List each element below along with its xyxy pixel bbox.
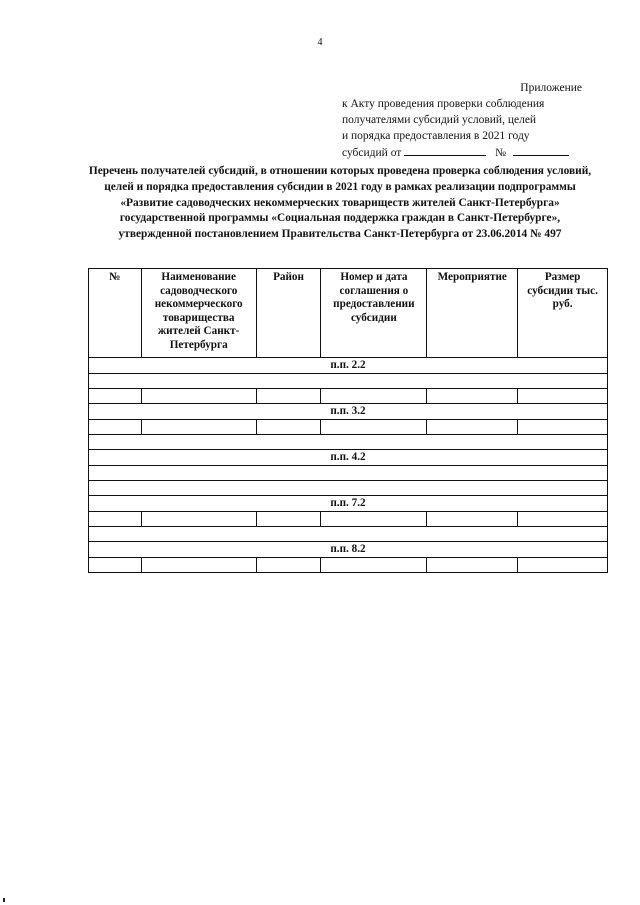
section-label: п.п. 8.2 [89, 542, 608, 558]
number-blank-field [513, 144, 569, 156]
section-label: п.п. 3.2 [89, 404, 608, 420]
number-sign: № [495, 147, 507, 159]
table-row [89, 435, 608, 450]
table-header-row [89, 269, 608, 358]
table-row [89, 374, 608, 389]
table-cell [89, 481, 608, 496]
appendix-line-2: получателями субсидий условий, целей [342, 114, 537, 126]
table-cell [89, 512, 142, 527]
section-label: п.п. 4.2 [89, 450, 608, 466]
appendix-heading: Приложение [520, 82, 582, 94]
table-cell [89, 466, 608, 481]
table-cell [518, 512, 608, 527]
section-row [89, 450, 608, 466]
section-label: п.п. 2.2 [89, 358, 608, 374]
table-row [89, 512, 608, 527]
table-cell [518, 558, 608, 573]
column-header-district: Район [256, 269, 321, 358]
table-row [89, 466, 608, 481]
column-header-name: Наименование садоводческого некоммерческого товарищества жителей Санкт-Петербурга [141, 269, 256, 358]
appendix-line-1: к Акту проведения проверки соблюдения [342, 98, 545, 110]
section-row [89, 542, 608, 558]
table-cell [141, 420, 256, 435]
appendix-date-label: субсидий от [342, 147, 402, 159]
table-cell [141, 558, 256, 573]
table-cell [427, 512, 518, 527]
table-row [89, 481, 608, 496]
table-cell [89, 527, 608, 542]
table-cell [256, 512, 321, 527]
table-cell [427, 389, 518, 404]
appendix-block [342, 80, 582, 161]
table-cell [321, 420, 427, 435]
section-row [89, 404, 608, 420]
table-cell [256, 389, 321, 404]
table-cell [427, 420, 518, 435]
appendix-line-3: и порядка предоставления в 2021 году [342, 130, 530, 142]
column-header-agreement: Номер и дата соглашения о предоставлении субсидии [321, 269, 427, 358]
column-header-number: № [89, 269, 142, 358]
table-cell [256, 420, 321, 435]
scan-margin-mark [3, 898, 5, 902]
table-cell [321, 512, 427, 527]
table-cell [321, 389, 427, 404]
table-row [89, 389, 608, 404]
date-blank-field [404, 144, 486, 156]
section-label: п.п. 7.2 [89, 496, 608, 512]
table-cell [141, 512, 256, 527]
table-cell [89, 374, 608, 389]
table-cell [518, 389, 608, 404]
appendix-line-4 [342, 144, 582, 161]
table-cell [321, 558, 427, 573]
table-row [89, 527, 608, 542]
document-title: Перечень получателей субсидий, в отношении которых проведена проверка соблюдения условий, целей и порядка предоставления субсидии в 2021 году в рамках реализации подпрограммы «Развитие садоводческих некоммерческих товариществ жителей Санкт-Петербурга» государственной программы «Социальная поддержка граждан в Санкт-Петербурге», утвержденной постановлением Правительства Санкт-Петербурга от 23.06.2014 № 497 [88, 165, 592, 241]
column-header-measure: Мероприятие [427, 269, 518, 358]
section-row [89, 496, 608, 512]
section-row [89, 358, 608, 374]
table-row [89, 420, 608, 435]
table-cell [256, 558, 321, 573]
table-cell [518, 420, 608, 435]
table-cell [89, 558, 142, 573]
page-number: 4 [317, 37, 323, 48]
table-cell [89, 435, 608, 450]
table-cell [89, 389, 142, 404]
table-cell [89, 420, 142, 435]
table-cell [427, 558, 518, 573]
table-cell [141, 389, 256, 404]
column-header-amount: Размер субсидии тыс. руб. [518, 269, 608, 358]
table-row [89, 558, 608, 573]
recipients-table [88, 268, 608, 573]
